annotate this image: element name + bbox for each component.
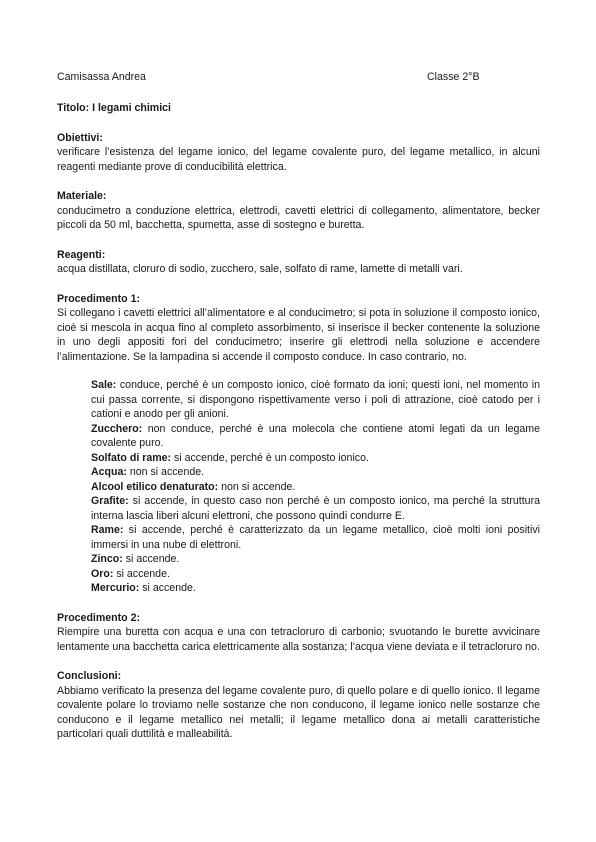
procedure-intro: Si collegano i cavetti elettrici all’alimentatore e al conducimetro; si pota in soluzione il composto ionico, cioè si mescola in acqua fino al completo assorbimento, si inserisce il becker contenente la soluzione in uno degli appositi fori del conducimetro; inserire gli elettrodi nella soluzione e accendere l’alimentazione. Se la lampadina si accende il composto conduce. In caso contrario, no. <box>57 307 540 363</box>
result-label: Sale: <box>91 379 117 391</box>
result-item <box>91 494 540 523</box>
result-item <box>91 523 540 552</box>
result-label: Grafite: <box>91 495 129 507</box>
section-reagenti <box>57 248 540 277</box>
document-page <box>57 70 540 742</box>
section-text: verificare l’esistenza del legame ionico, del legame covalente puro, del legame metallico, in alcuni reagenti mediante prove di conducibilità elettrica. <box>57 146 540 173</box>
result-text: non si accende. <box>218 480 296 493</box>
section-heading: Conclusioni: <box>57 670 122 682</box>
author-name: Camisassa Andrea <box>57 71 146 83</box>
result-item <box>91 480 540 495</box>
result-item <box>91 465 540 480</box>
result-text: conduce, perché è un composto ionico, cioè formato da ioni; questi ioni, nel momento in cui passa corrente, si dispongono rispettivamente verso i poli di attrazione, cioè catodo per i cationi e anodo per gli anioni. <box>91 379 540 420</box>
result-label: Acqua: <box>91 466 127 478</box>
section-text: Abbiamo verificato la presenza del legame covalente puro, di quello polare e di quello ionico. Il legame covalente polare lo troviamo nelle sostanze che non conducono, il legame ionico nelle sostanze che conducono e il legame metallico nei metalli; il legame metallico dona ai metalli caratteristiche particolari quali duttilità e malleabilità. <box>57 684 540 740</box>
result-text: si accende. <box>139 582 196 594</box>
result-label: Rame: <box>91 524 124 536</box>
class-label: Classe 2°B <box>427 71 480 83</box>
section-heading: Obiettivi: <box>57 131 103 144</box>
result-text: si accende. <box>122 553 180 565</box>
result-label: Zinco: <box>91 553 123 565</box>
result-text: si accende. <box>113 567 170 580</box>
section-heading: Materiale: <box>57 190 107 202</box>
result-item <box>91 552 540 567</box>
result-item <box>91 567 540 582</box>
results-list <box>91 378 540 596</box>
result-item <box>91 422 540 451</box>
section-heading: Procedimento 2: <box>57 611 141 624</box>
result-label: Oro: <box>91 567 114 580</box>
document-title: Titolo: I legami chimici <box>57 102 172 114</box>
section-materiale <box>57 189 540 233</box>
section-procedimento-1 <box>57 292 540 596</box>
section-heading: Procedimento 1: <box>57 292 141 305</box>
document-header <box>57 70 540 85</box>
section-conclusioni <box>57 669 540 742</box>
result-item <box>91 451 540 466</box>
section-heading: Reagenti: <box>57 248 106 261</box>
result-label: Alcool etilico denaturato: <box>91 480 219 493</box>
section-text: conducimetro a conduzione elettrica, elettrodi, cavetti elettrici di collegamento, alimentatore, becker piccoli da 50 ml, bacchetta, spumetta, asse di sostegno e buretta. <box>57 204 540 231</box>
result-label: Solfato di rame: <box>91 451 172 464</box>
result-text: non conduce, perché è una molecola che contiene atomi legati da un legame covalente puro. <box>91 422 540 449</box>
result-text: non si accende. <box>126 466 205 478</box>
result-text: si accende, perché è caratterizzato da un legame metallico, cioè molti ioni positivi immersi in una nube di elettroni. <box>91 524 540 551</box>
section-text: Riempire una buretta con acqua e una con tetracloruro di carbonio; svuotando le burette avvicinare lentamente una bacchetta carica elettricamente alla sostanza; l’acqua viene deviata e il tetracloruro no. <box>57 626 540 653</box>
result-text: si accende, in questo caso non perché è un composto ionico, ma perché la struttura interna lascia liberi alcuni elettroni, che possono quindi condurre E. <box>91 495 540 522</box>
result-item <box>91 581 540 596</box>
result-item <box>91 378 540 422</box>
result-text: si accende, perché è un composto ionico. <box>171 451 369 464</box>
section-procedimento-2 <box>57 611 540 655</box>
section-text: acqua distillata, cloruro di sodio, zucchero, sale, solfato di rame, lamette di metalli vari. <box>57 263 463 275</box>
result-label: Mercurio: <box>91 582 140 594</box>
result-label: Zucchero: <box>91 422 143 435</box>
section-obiettivi <box>57 131 540 175</box>
